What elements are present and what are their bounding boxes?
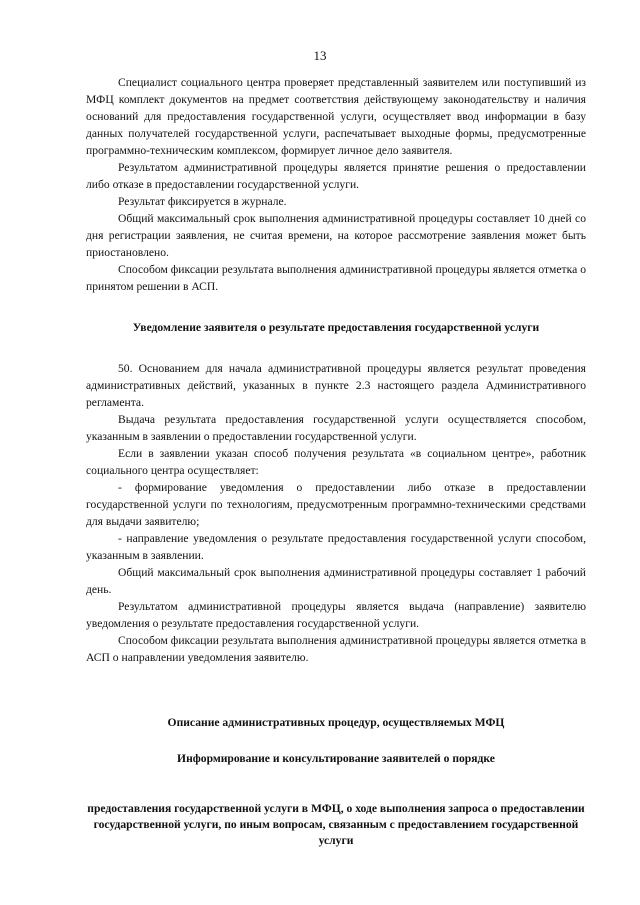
section-heading-notification: Уведомление заявителя о результате предоставления государственной услуги — [132, 321, 540, 334]
document-body — [86, 74, 586, 849]
paragraph: Если в заявлении указан способ получения результата «в социальном центре», работник социального центра осуществляет: — [86, 447, 586, 477]
paragraph: Выдача результата предоставления государственной услуги осуществляется способом, указанным в заявлении о предоставлении государственной услуги. — [86, 413, 586, 443]
list-item: - формирование уведомления о предоставлении либо отказе в предоставлении государственной услуги по технологиям, предусмотренным программно-техническими средствами для выдачи заявителю; — [86, 481, 586, 528]
list-item: - направление уведомления о результате предоставления государственной услуги способом, указанным в заявлении. — [86, 532, 586, 562]
paragraph: 50. Основанием для начала административной процедуры является результат проведения административных действий, указанных в пункте 2.3 настоящего раздела Административного регламента. — [86, 362, 586, 409]
section-heading-mfc: Описание административных процедур, осуществляемых МФЦ — [167, 716, 505, 729]
subsection-heading-informing: Информирование и консультирование заявителей о порядке — [177, 752, 495, 765]
paragraph: Результат фиксируется в журнале. — [118, 195, 287, 208]
paragraph: Результатом административной процедуры является выдача (направление) заявителю уведомления о результате предоставления государственной услуги. — [86, 600, 586, 630]
paragraph: Специалист социального центра проверяет представленный заявителем или поступивший из МФЦ комплект документов на предмет соответствия действующему законодательству и наличия оснований для предоставления государственной услуги, осуществляет ввод информации в базу данных получателей государственной услуги, распечатывает выходные формы, предусмотренные программно-техническим комплексом, формирует личное дело заявителя. — [86, 76, 586, 157]
page-number: 13 — [313, 48, 327, 63]
paragraph: Результатом административной процедуры является принятие решения о предоставлении либо отказе в предоставлении государственной услуги. — [86, 161, 586, 191]
paragraph: Общий максимальный срок выполнения административной процедуры составляет 10 дней со дня регистрации заявления, не считая времени, на которое рассмотрение заявления может быть приостановлено. — [86, 212, 586, 259]
paragraph: Общий максимальный срок выполнения административной процедуры составляет 1 рабочий день. — [86, 566, 586, 596]
subsection-heading-informing-continued: предоставления государственной услуги в МФЦ, о ходе выполнения запроса о предоставлении государственной услуги, по иным вопросам, связанным с предоставлением государственной услуги — [87, 802, 585, 847]
paragraph: Способом фиксации результата выполнения административной процедуры является отметка в АСП о направлении уведомления заявителю. — [86, 634, 586, 664]
paragraph: Способом фиксации результата выполнения административной процедуры является отметка о принятом решении в АСП. — [86, 263, 586, 293]
